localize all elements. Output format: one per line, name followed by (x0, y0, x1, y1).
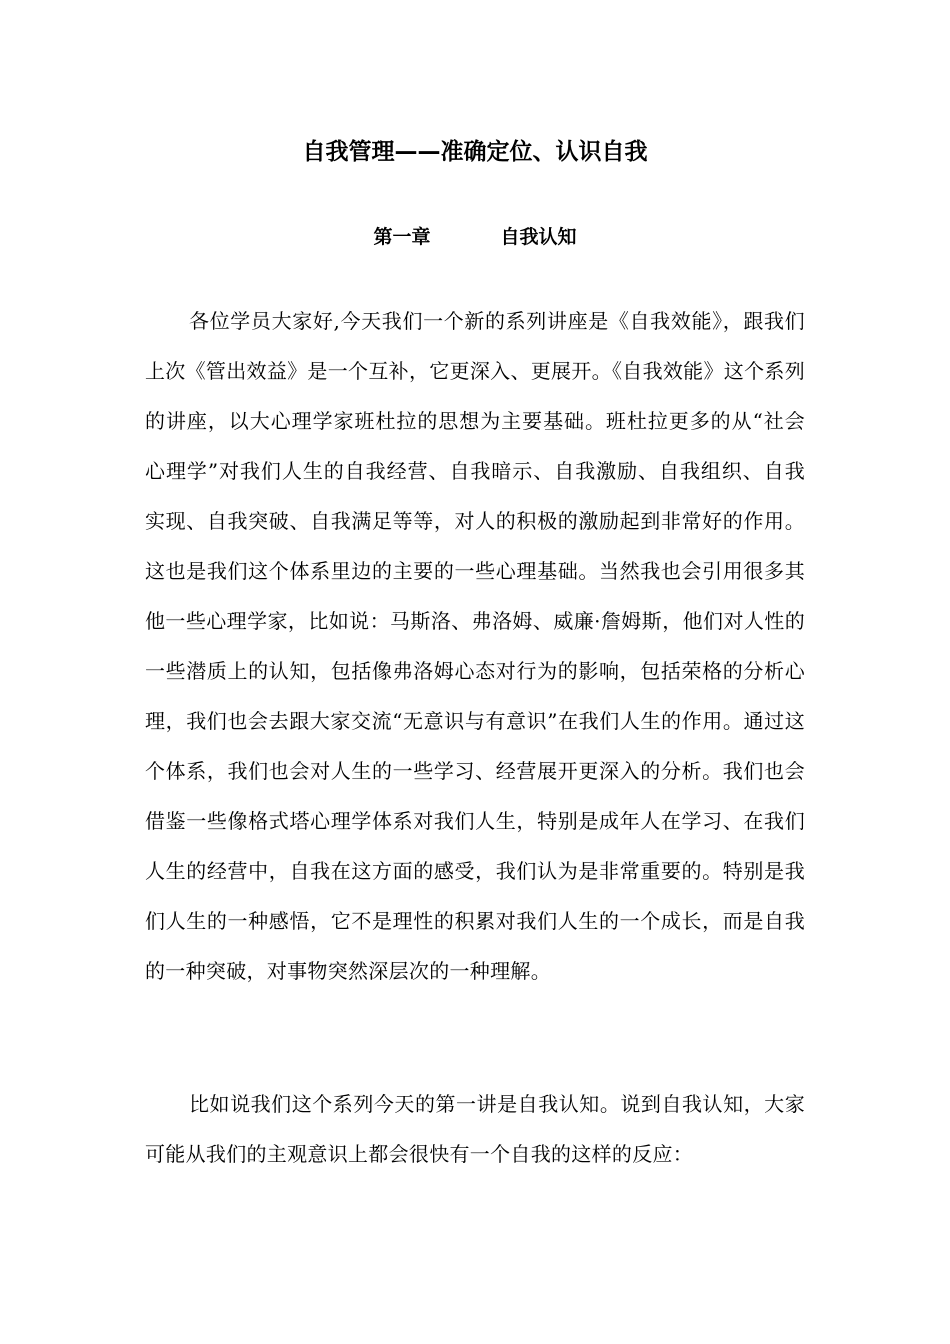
document-title: 自我管理——准确定位、认识自我 (302, 139, 648, 165)
chapter-heading (0, 222, 950, 252)
body-paragraph-2: 比如说我们这个系列今天的第一讲是自我认知。说到自我认知，大家可能从我们的主观意识上都会很快有一个自我的这样的反应： (145, 1092, 805, 1166)
chapter-name: 自我认知 (500, 226, 577, 248)
body-paragraph-1: 各位学员大家好,今天我们一个新的系列讲座是《自我效能》，跟我们上次《管出效益》是一个互补，它更深入、更展开。《自我效能》这个系列的讲座，以大心理学家班杜拉的思想为主要基础。班杜拉更多的从“社会心理学”对我们人生的自我经营、自我暗示、自我激励、自我组织、自我实现、自我突破、自我满足等等，对人的积极的激励起到非常好的作用。这也是我们这个体系里边的主要的一些心理基础。当然我也会引用很多其他一些心理学家，比如说：马斯洛、弗洛姆、威廉·詹姆斯，他们对人性的一些潜质上的认知，包括像弗洛姆心态对行为的影响，包括荣格的分析心理，我们也会去跟大家交流“无意识与有意识”在我们人生的作用。通过这个体系，我们也会对人生的一些学习、经营展开更深入的分析。我们也会借鉴一些像格式塔心理学体系对我们人生，特别是成年人在学习、在我们人生的经营中，自我在这方面的感受，我们认为是非常重要的。特别是我们人生的一种感悟，它不是理性的积累对我们人生的一个成长，而是自我的一种突破，对事物突然深层次的一种理解。 (145, 309, 805, 983)
chapter-number: 第一章 (373, 226, 431, 248)
